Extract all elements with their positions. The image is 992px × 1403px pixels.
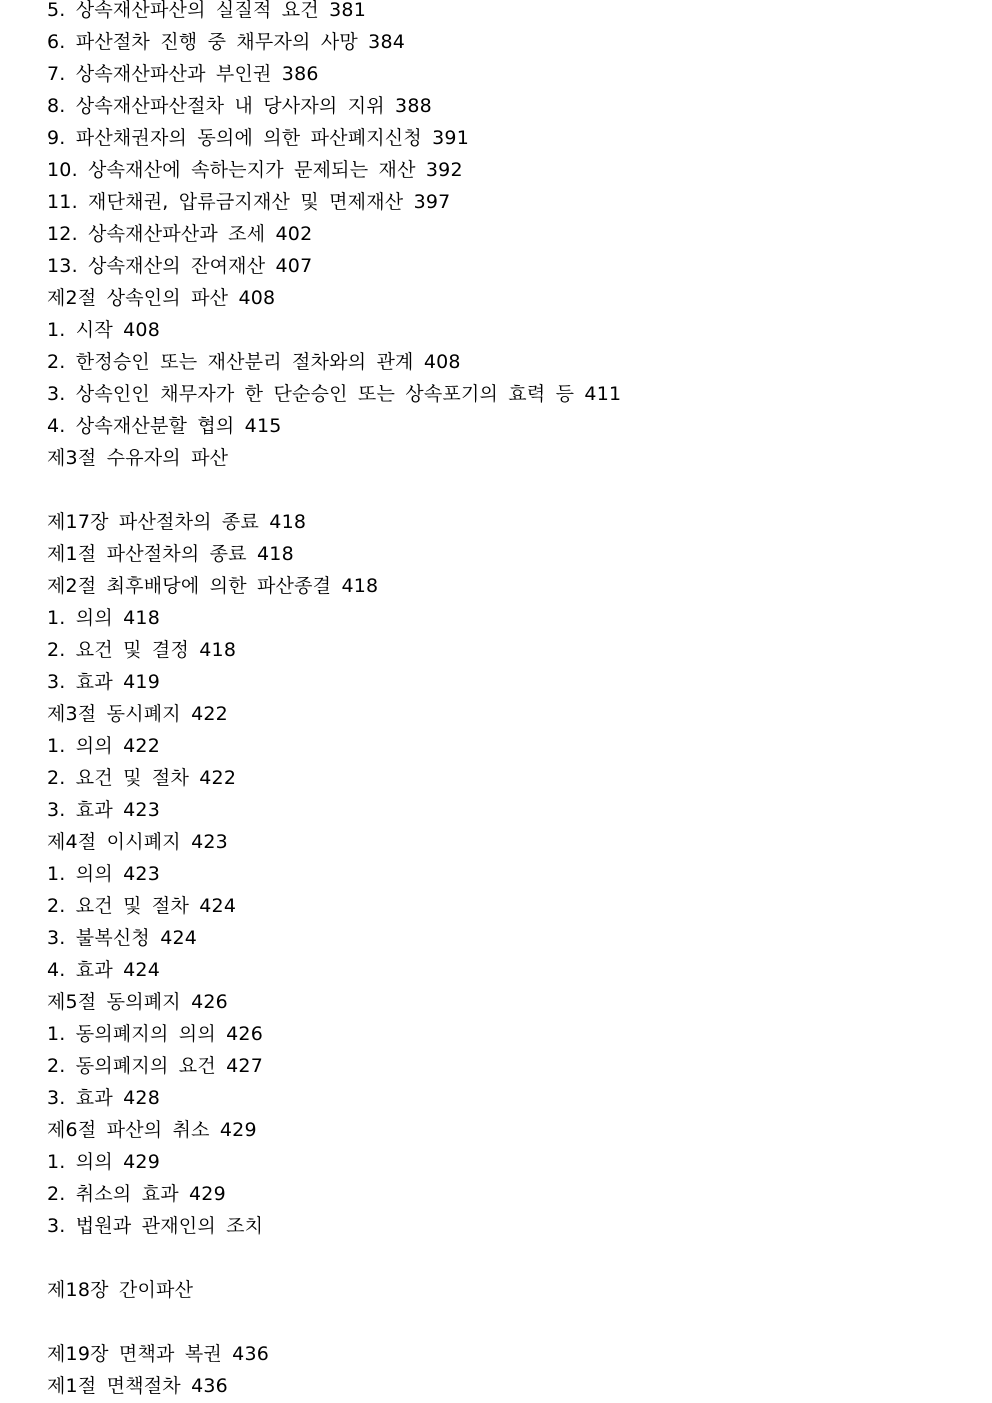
blank-line [47,1242,621,1274]
toc-entry: 6. 파산절차 진행 중 채무자의 사망 384 [47,31,406,53]
toc-entry: 3. 효과 419 [47,671,160,693]
blank-line [47,1306,621,1338]
section-heading: 제3절 수유자의 파산 [47,447,229,469]
chapter-heading: 제19장 면책과 복권 436 [47,1343,270,1365]
toc-entry: 9. 파산채권자의 동의에 의한 파산폐지신청 391 [47,127,470,149]
chapter-heading: 제18장 간이파산 [47,1279,194,1301]
toc-entry: 3. 효과 423 [47,799,160,821]
toc-entry: 1. 시작 408 [47,319,160,341]
chapter-heading: 제17장 파산절차의 종료 418 [47,511,307,533]
toc-entry: 8. 상속재산파산절차 내 당사자의 지위 388 [47,95,432,117]
toc-entry: 3. 효과 428 [47,1087,160,1109]
toc-entry: 5. 상속재산파산의 실질적 요건 381 [47,0,366,21]
section-heading: 제2절 최후배당에 의한 파산종결 418 [47,575,379,597]
toc-entry: 2. 요건 및 절차 422 [47,767,237,789]
section-heading: 제2절 상속인의 파산 408 [47,287,276,309]
toc-entry: 7. 상속재산파산과 부인권 386 [47,63,319,85]
toc-entry: 2. 요건 및 결정 418 [47,639,237,661]
toc-entry: 1. 동의폐지의 의의 426 [47,1023,263,1045]
toc-entry: 4. 상속재산분할 협의 415 [47,415,282,437]
toc-entry: 2. 요건 및 절차 424 [47,895,237,917]
toc-entry: 4. 효과 424 [47,959,160,981]
section-heading: 제5절 동의폐지 426 [47,991,228,1013]
toc-entry: 10. 상속재산에 속하는지가 문제되는 재산 392 [47,159,463,181]
section-heading: 제1절 파산절차의 종료 418 [47,543,294,565]
toc-entry: 3. 불복신청 424 [47,927,198,949]
toc-entry: 3. 상속인인 채무자가 한 단순승인 또는 상속포기의 효력 등 411 [47,383,622,405]
section-heading: 제1절 면책절차 436 [47,1375,228,1397]
table-of-contents [47,0,621,1402]
toc-entry: 1. 의의 422 [47,735,160,757]
toc-entry: 13. 상속재산의 잔여재산 407 [47,255,313,277]
toc-entry: 11. 재단채권, 압류금지재산 및 면제재산 397 [47,191,451,213]
toc-entry: 12. 상속재산파산과 조세 402 [47,223,313,245]
toc-entry: 1. 의의 423 [47,863,160,885]
section-heading: 제6절 파산의 취소 429 [47,1119,257,1141]
toc-entry: 1. 의의 418 [47,607,160,629]
toc-entry: 3. 법원과 관재인의 조치 [47,1215,264,1237]
toc-entry: 2. 취소의 효과 429 [47,1183,226,1205]
toc-entry: 1. 의의 429 [47,1151,160,1173]
blank-line [47,474,621,506]
toc-entry: 2. 한정승인 또는 재산분리 절차와의 관계 408 [47,351,461,373]
section-heading: 제3절 동시폐지 422 [47,703,228,725]
toc-entry: 2. 동의폐지의 요건 427 [47,1055,263,1077]
section-heading: 제4절 이시폐지 423 [47,831,228,853]
